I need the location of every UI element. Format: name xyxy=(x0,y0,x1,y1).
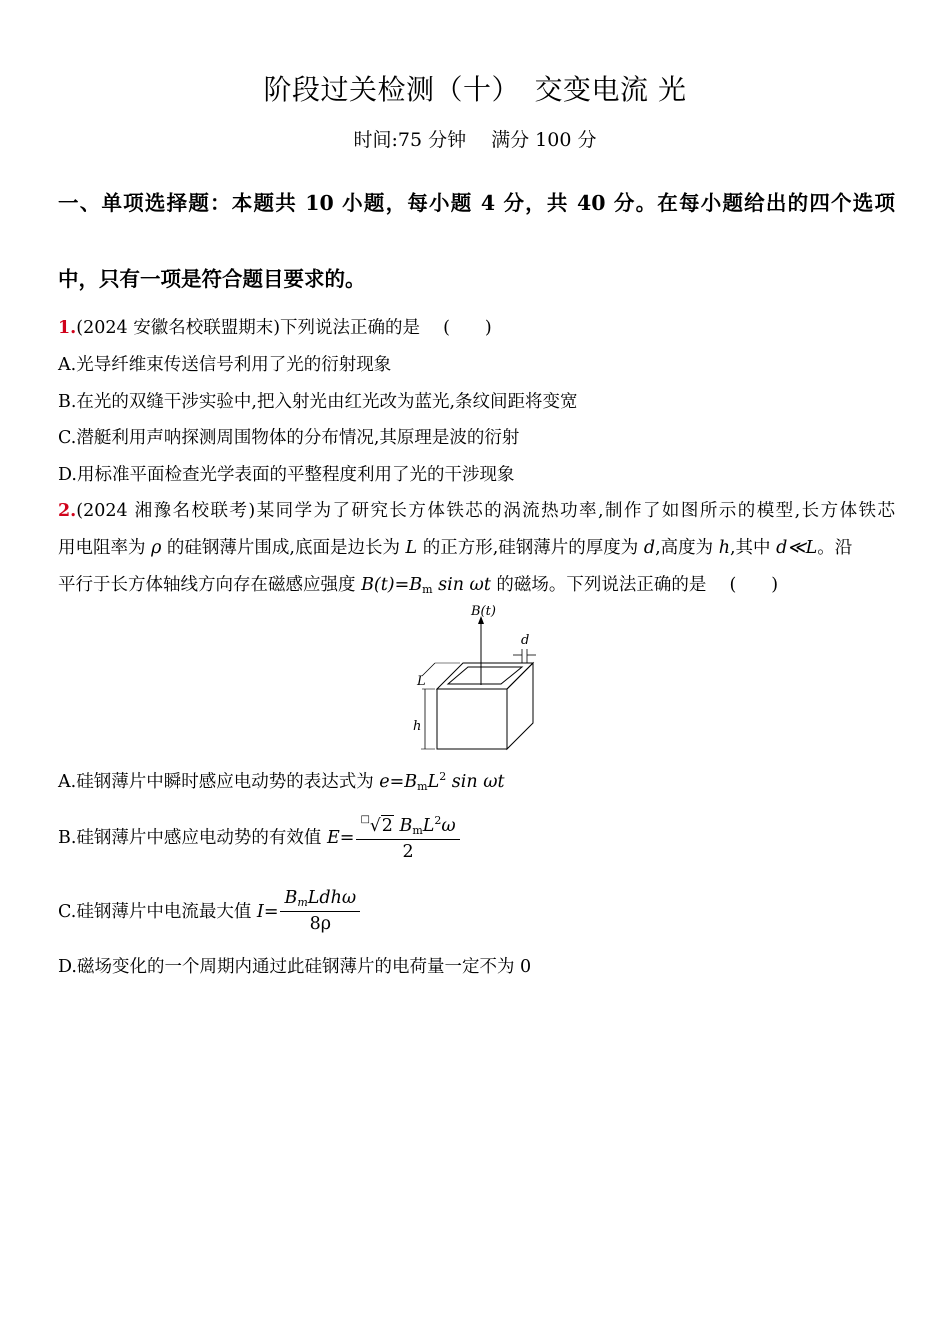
iron-core-figure xyxy=(405,605,545,755)
fraction-numerator xyxy=(356,814,459,840)
L-label: L xyxy=(417,674,426,689)
option-a-text: A.硅钢薄片中瞬时感应电动势的表达式为 xyxy=(58,772,380,792)
question-1-option-a: A.光导纤维束传送信号利用了光的衍射现象 xyxy=(58,355,392,375)
subscript-m: m xyxy=(422,583,433,596)
option-a-expr: e=B xyxy=(379,772,418,792)
option-b-E: E= xyxy=(327,828,355,848)
condition-expr: d≪L xyxy=(776,538,818,558)
L-symbol: L xyxy=(422,816,435,836)
subscript-m: m xyxy=(412,824,423,837)
question-2-option-c xyxy=(58,888,895,934)
d-symbol: d xyxy=(643,538,656,558)
superscript-2: 2 xyxy=(439,770,447,783)
stem-text: ,其中 xyxy=(729,538,777,558)
option-a-sin: sin ωt xyxy=(446,772,505,792)
option-b-fraction xyxy=(356,814,459,862)
question-2-stem-line2 xyxy=(58,534,895,559)
question-1-option-d: D.用标准平面检查光学表面的平整程度利用了光的干涉现象 xyxy=(58,465,515,485)
option-c-text: C.硅钢薄片中电流最大值 xyxy=(58,902,257,922)
stem-text: 平行于长方体轴线方向存在磁感应强度 xyxy=(58,575,362,595)
sqrt-icon: √ xyxy=(369,816,381,836)
section-heading-line2: 中，只有一项是符合题目要求的。 xyxy=(58,267,366,291)
rho-symbol: ρ xyxy=(151,538,162,558)
question-1-option-c: C.潜艇利用声呐探测周围物体的分布情况,其原理是波的衍射 xyxy=(58,428,520,448)
question-2-option-b xyxy=(58,814,895,862)
field-label: B(t) xyxy=(471,605,496,619)
stem-text: 的磁场。下列说法正确的是 ( ) xyxy=(490,575,779,595)
option-c-I: I= xyxy=(256,902,279,922)
box-inner-hole xyxy=(448,667,522,684)
fraction-denominator: 8ρ xyxy=(309,914,332,934)
stem-text: ,高度为 xyxy=(655,538,719,558)
radical-index-box: □ xyxy=(360,814,370,825)
question-1-stem xyxy=(58,314,895,339)
numerator-rest: Ldhω xyxy=(307,888,357,908)
d-label: d xyxy=(521,633,530,648)
question-2-option-a xyxy=(58,768,895,793)
question-2-text-line1: (2024 湘豫名校联考)某同学为了研究长方体铁芯的涡流热功率,制作了如图所示的模型,长方体铁芯 xyxy=(76,501,895,521)
B-symbol: B xyxy=(399,816,413,836)
stem-text: 的正方形,硅钢薄片的厚度为 xyxy=(417,538,644,558)
section-heading-line1: 一、单项选择题：本题共 10 小题，每小题 4 分，共 40 分。在每小题给出的四个选项 xyxy=(58,191,895,215)
question-2-number: 2. xyxy=(58,501,77,521)
question-2-option-d: D.磁场变化的一个周期内通过此硅钢薄片的电荷量一定不为 0 xyxy=(58,957,532,977)
L-symbol: L xyxy=(405,538,418,558)
question-1-text: (2024 安徽名校联盟期末)下列说法正确的是 ( ) xyxy=(76,318,492,338)
option-b-text: B.硅钢薄片中感应电动势的有效值 xyxy=(58,828,327,848)
fraction-denominator: 2 xyxy=(402,842,414,862)
h-symbol: h xyxy=(718,538,730,558)
exam-time-score: 时间:75 分钟 满分 100 分 xyxy=(353,129,597,151)
stem-text: 的硅钢薄片围成,底面是边长为 xyxy=(161,538,406,558)
radicand: 2 xyxy=(381,816,393,836)
field-expr: B(t)=B xyxy=(361,575,423,595)
stem-text: 。沿 xyxy=(817,538,853,558)
question-2-stem-line1 xyxy=(58,497,895,522)
superscript-2: 2 xyxy=(434,814,442,827)
stem-text: 用电阻率为 xyxy=(58,538,152,558)
box-front-face xyxy=(437,689,507,749)
fraction-numerator xyxy=(280,888,360,912)
omega-symbol: ω xyxy=(441,816,456,836)
option-c-fraction xyxy=(280,888,360,934)
question-1-option-b: B.在光的双缝干涉实验中,把入射光由红光改为蓝光,条纹间距将变宽 xyxy=(58,392,578,412)
option-a-L: L xyxy=(427,772,440,792)
page-title: 阶段过关检测（十） 交变电流 光 xyxy=(263,73,687,106)
question-1-number: 1. xyxy=(58,318,77,338)
subscript-m: m xyxy=(297,896,308,909)
sin-expr: sin ωt xyxy=(432,575,491,595)
h-label: h xyxy=(413,719,422,734)
question-2-stem-line3 xyxy=(58,571,895,596)
B-symbol: B xyxy=(284,888,298,908)
subscript-m: m xyxy=(417,780,428,793)
